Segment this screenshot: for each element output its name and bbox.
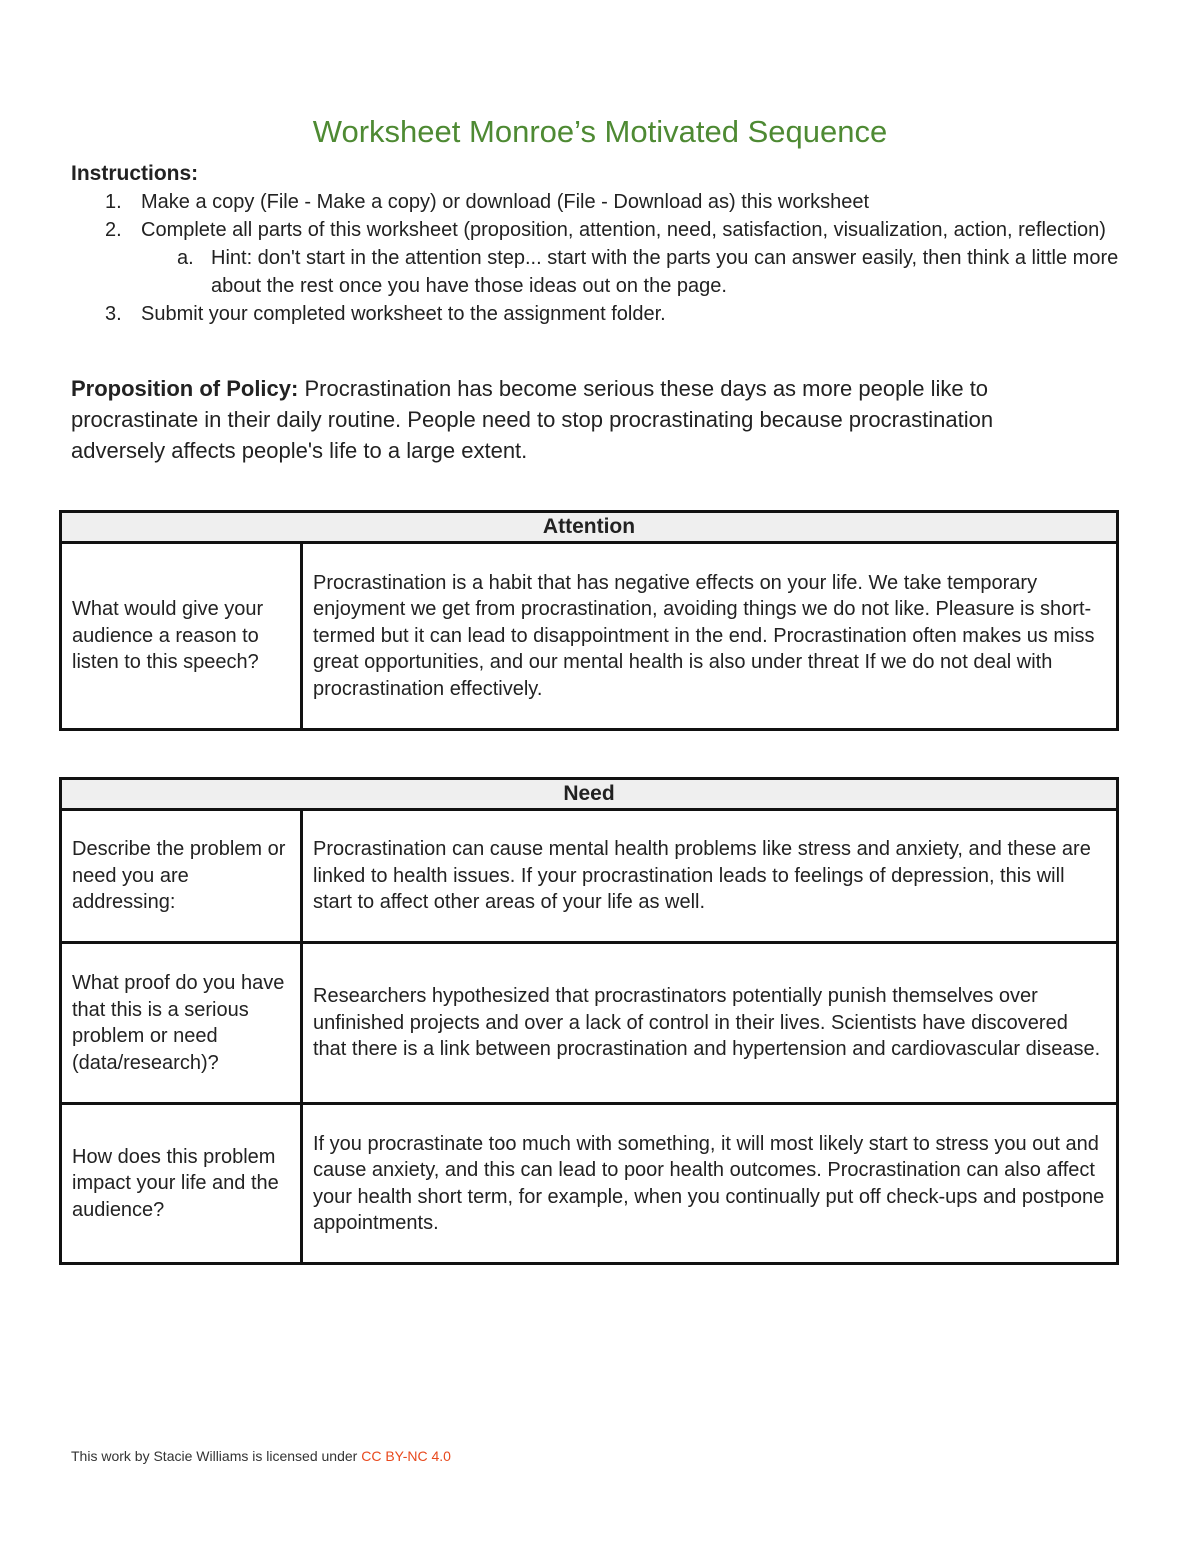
question-cell: Describe the problem or need you are addressing: [61,810,302,943]
need-table [59,777,1119,1265]
answer-cell: Procrastination can cause mental health problems like stress and anxiety, and these are linked to health issues. If your procrastination leads to feelings of depression, this will start to affect other areas of your life as well. [302,810,1118,943]
table-row [61,543,1118,730]
instruction-step [105,188,1131,216]
instructions-list [71,188,1131,328]
substep-letter: a. [177,247,194,269]
answer-cell: Procrastination is a habit that has negative effects on your life. We take temporary enjoyment we get from procrastination, avoiding things we do not like. Pleasure is short-termed but it can lead to disappointment in the end. Procrastination often makes us miss great opportunities, and our mental health is also under threat If we do not deal with procrastination effectively. [302,543,1118,730]
step-number: 2. [105,219,122,241]
step-text: Complete all parts of this worksheet (proposition, attention, need, satisfaction, visualization, action, reflection) [141,219,1106,241]
answer-cell: Researchers hypothesized that procrastinators potentially punish themselves over unfinished projects and over a lack of control in their lives. Scientists have discovered that there is a link between procrastination and hypertension and cardiovascular disease. [302,943,1118,1104]
instruction-step [105,216,1131,300]
attention-table [59,510,1119,731]
license-link[interactable]: CC BY-NC 4.0 [361,1448,451,1464]
step-text: Submit your completed worksheet to the assignment folder. [141,303,666,325]
proposition-label: Proposition of Policy: [71,376,299,401]
substep-text: Hint: don't start in the attention step... start with the parts you can answer easily, then think a little more about the rest once you have those ideas out on the page. [211,247,1119,297]
footer-text: This work by Stacie Williams is licensed under [71,1448,362,1464]
instruction-step [105,300,1131,328]
question-cell: What proof do you have that this is a serious problem or need (data/research)? [61,943,302,1104]
step-number: 3. [105,303,122,325]
instructions-section [71,160,1131,328]
step-number: 1. [105,191,122,213]
instructions-heading: Instructions: [71,162,199,185]
table-row [61,1104,1118,1264]
need-header: Need [61,779,1118,810]
attention-header: Attention [61,512,1118,543]
question-cell: How does this problem impact your life and the audience? [61,1104,302,1264]
proposition-of-policy [71,373,1091,466]
proposition-text: Procrastination has become serious these days as more people like to procrastinate in their daily routine. People need to stop procrastinating because procrastination adversely affects people's life to a large extent. [71,376,994,463]
question-cell: What would give your audience a reason to listen to this speech? [61,543,302,730]
instruction-sublist [141,244,1131,300]
instruction-substep [177,244,1131,300]
worksheet-title: Worksheet Monroe’s Motivated Sequence [312,114,888,149]
answer-cell: If you procrastinate too much with something, it will most likely start to stress you out and cause anxiety, and this can lead to poor health outcomes. Procrastination can also affect your health short term, for example, when you continually put off check-ups and postpone appointments. [302,1104,1118,1264]
table-row [61,943,1118,1104]
step-text: Make a copy (File - Make a copy) or download (File - Download as) this worksheet [141,191,870,213]
license-footer [71,1448,451,1464]
table-row [61,810,1118,943]
